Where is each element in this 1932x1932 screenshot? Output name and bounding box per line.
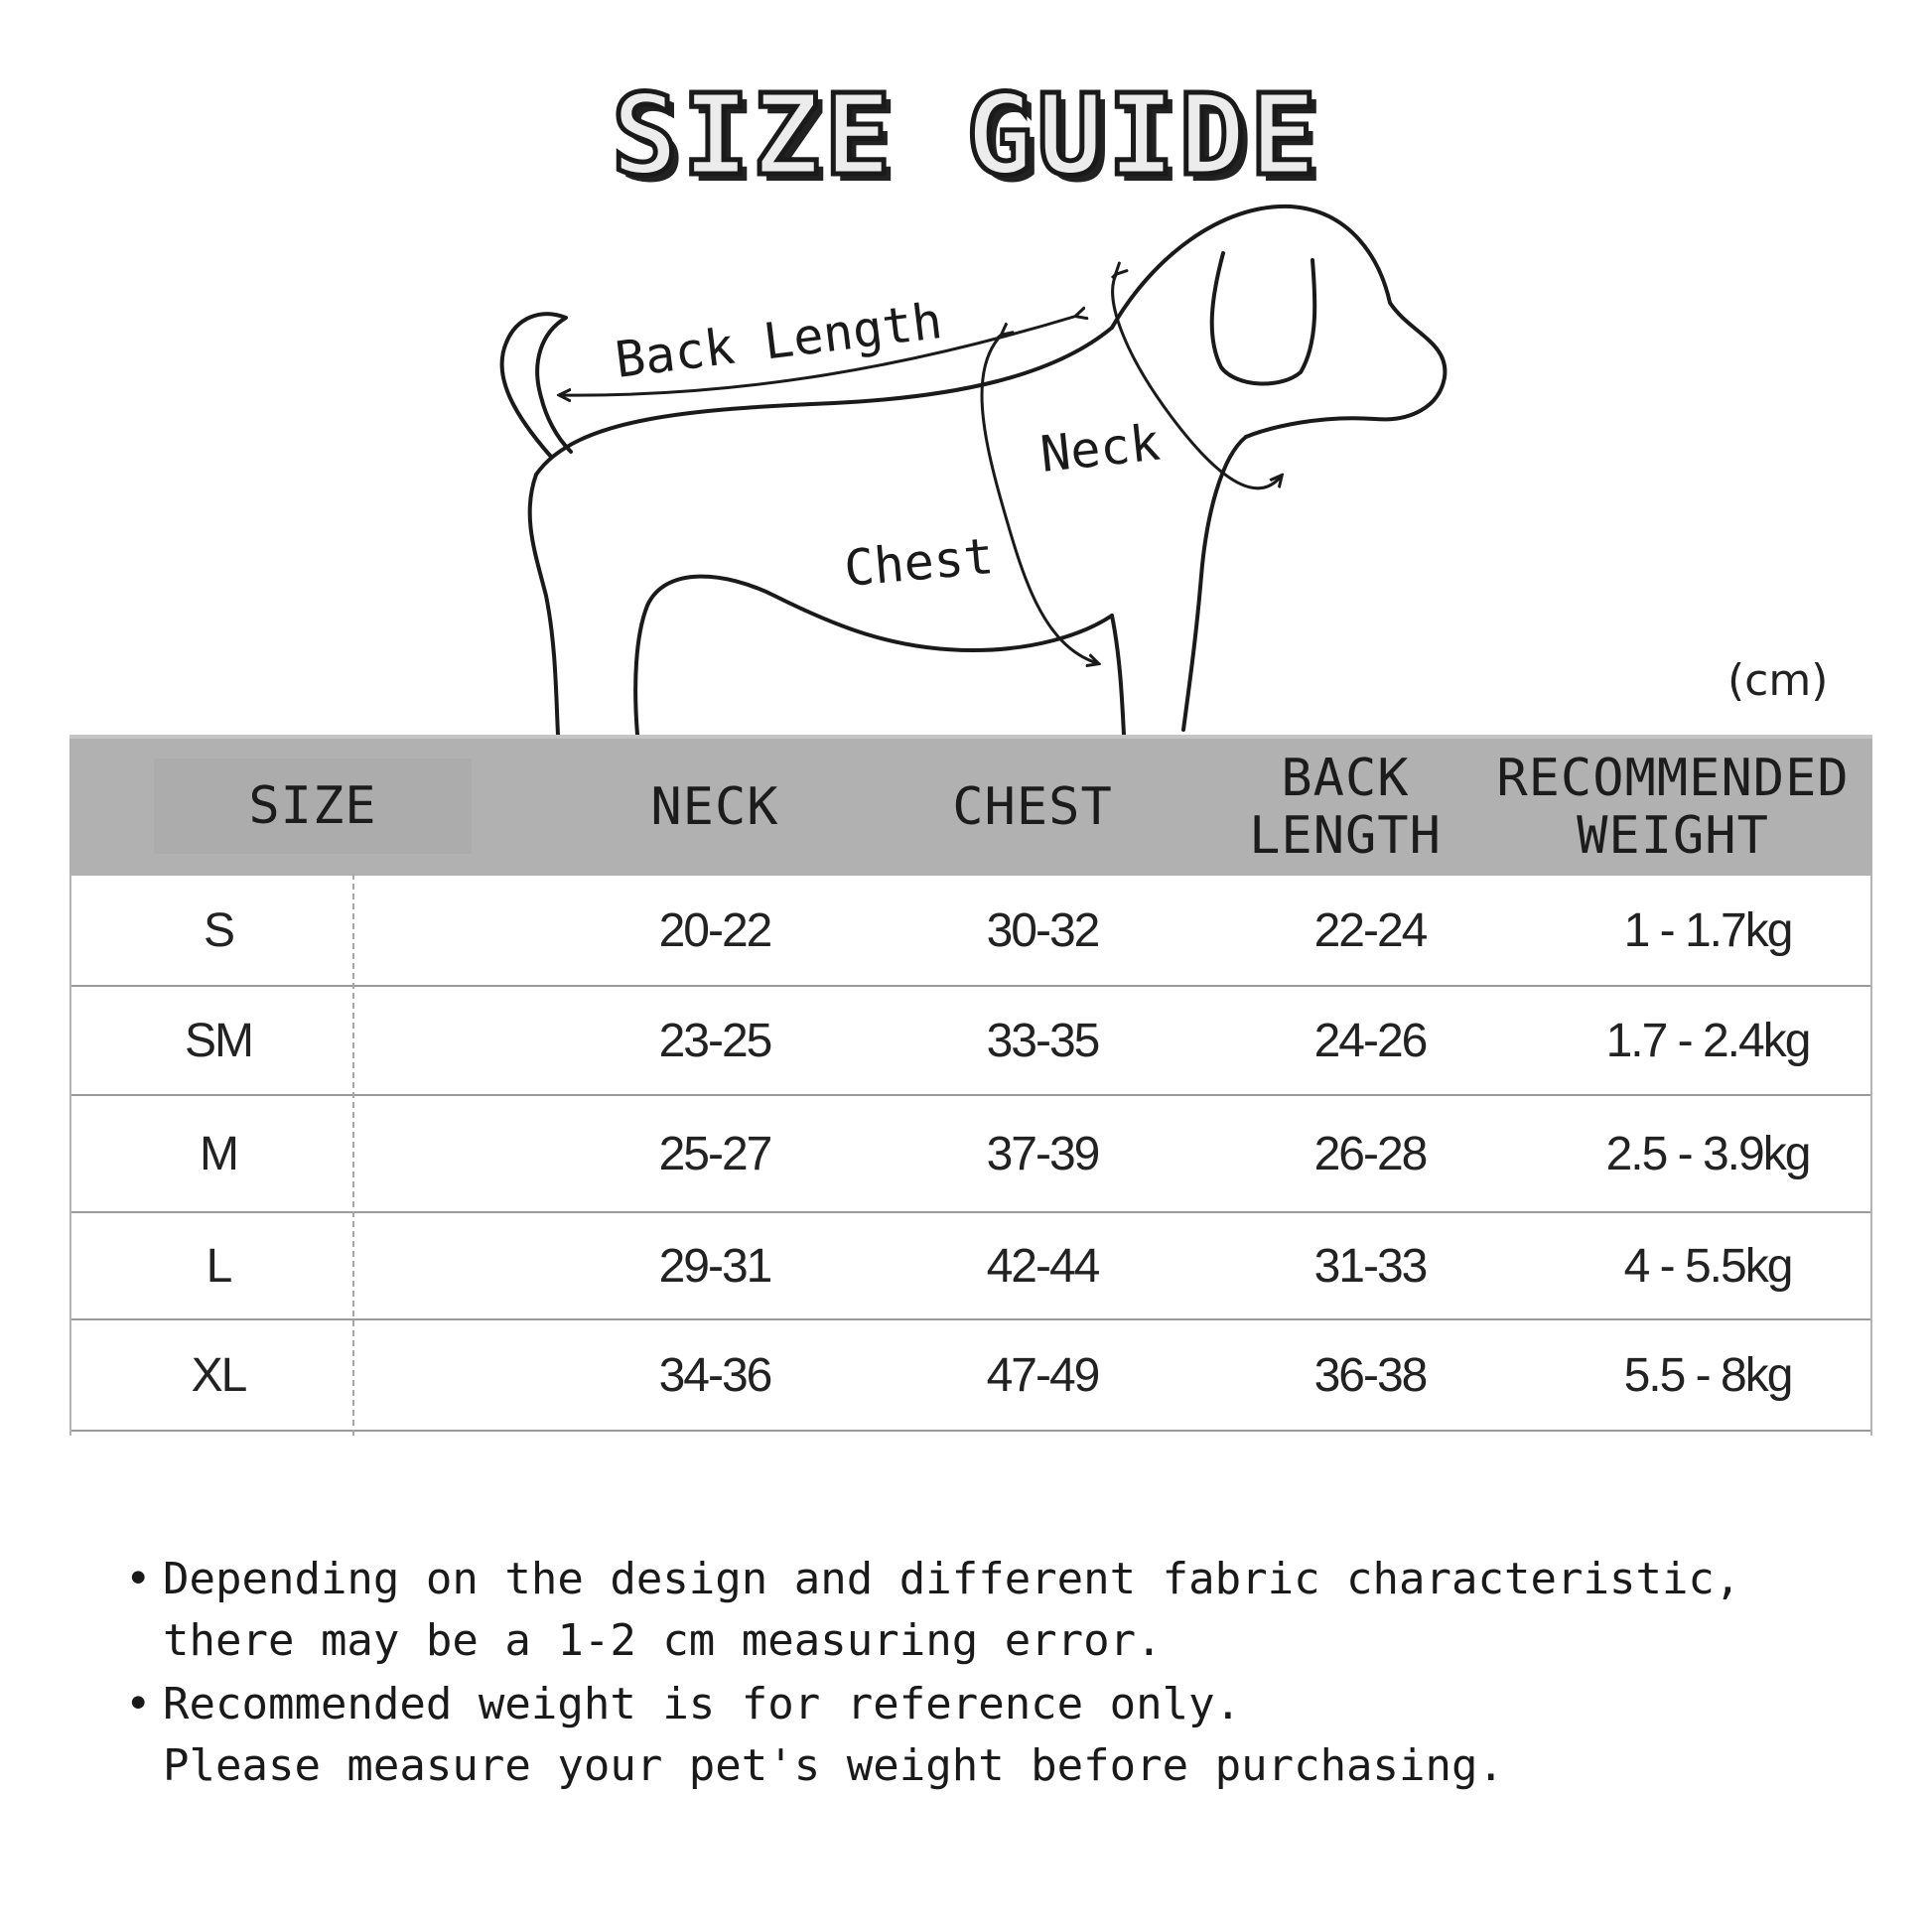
cell-neck: 29-31 [658,1239,771,1293]
cell-size: L [206,1239,231,1293]
cell-neck: 23-25 [658,1014,771,1067]
cell-size: XL [191,1348,246,1402]
cell-chest: 33-35 [986,1014,1099,1067]
size-column-divider [352,874,354,1436]
note-item [119,1549,1886,1672]
table-row [69,1096,1872,1213]
cell-weight: 1.7 - 2.4kg [1605,1014,1810,1067]
note-text: Please measure your pet's weight before purchasing. [163,1740,1505,1791]
table-right-border [1870,874,1872,1436]
cell-neck: 25-27 [658,1127,771,1180]
dog-outline [502,207,1446,735]
cell-neck: 20-22 [658,903,771,957]
chest-arrow [982,334,1097,663]
bullet-icon: • [125,1554,152,1604]
cell-size: SM [185,1014,252,1067]
size-table [69,735,1872,1432]
cell-back-length: 36-38 [1313,1348,1427,1402]
table-header [69,735,1872,876]
neck-label: Neck [1037,413,1164,483]
header-back-length: BACK LENGTH [1249,749,1442,866]
table-left-border [69,874,71,1436]
cell-weight: 4 - 5.5kg [1623,1239,1792,1293]
table-row [69,987,1872,1096]
cell-weight: 2.5 - 3.9kg [1605,1127,1810,1180]
cell-back-length: 31-33 [1313,1239,1427,1293]
notes [119,1549,1886,1799]
unit-label: (cm) [1727,655,1829,706]
cell-size: S [203,903,233,957]
cell-back-length: 24-26 [1313,1014,1427,1067]
note-text: Depending on the design and different fabric characteristic, [163,1554,1741,1604]
cell-chest: 37-39 [986,1127,1099,1180]
header-size: SIZE [154,759,472,854]
cell-size: M [200,1127,237,1180]
cell-back-length: 22-24 [1313,903,1427,957]
cell-weight: 1 - 1.7kg [1623,903,1792,957]
header-chest: CHEST [952,777,1113,837]
table-row [69,1320,1872,1432]
cell-back-length: 26-28 [1313,1127,1427,1180]
cell-neck: 34-36 [658,1348,771,1402]
cell-chest: 30-32 [986,903,1099,957]
dog-measurement-diagram [0,0,1932,755]
bullet-icon: • [125,1679,152,1729]
table-row [69,876,1872,987]
note-text: Recommended weight is for reference only. [163,1679,1242,1729]
cell-weight: 5.5 - 8kg [1623,1348,1792,1402]
header-neck: NECK [650,777,779,837]
cell-chest: 42-44 [986,1239,1099,1293]
table-row [69,1213,1872,1320]
note-item [119,1674,1886,1797]
note-text: there may be a 1-2 cm measuring error. [163,1615,1163,1666]
page-title: SIZE GUIDE [611,71,1321,201]
cell-chest: 47-49 [986,1348,1099,1402]
back-length-label: Back Length [612,291,946,389]
header-recommended-weight: RECOMMENDED WEIGHT [1496,749,1850,866]
chest-label: Chest [841,527,996,598]
